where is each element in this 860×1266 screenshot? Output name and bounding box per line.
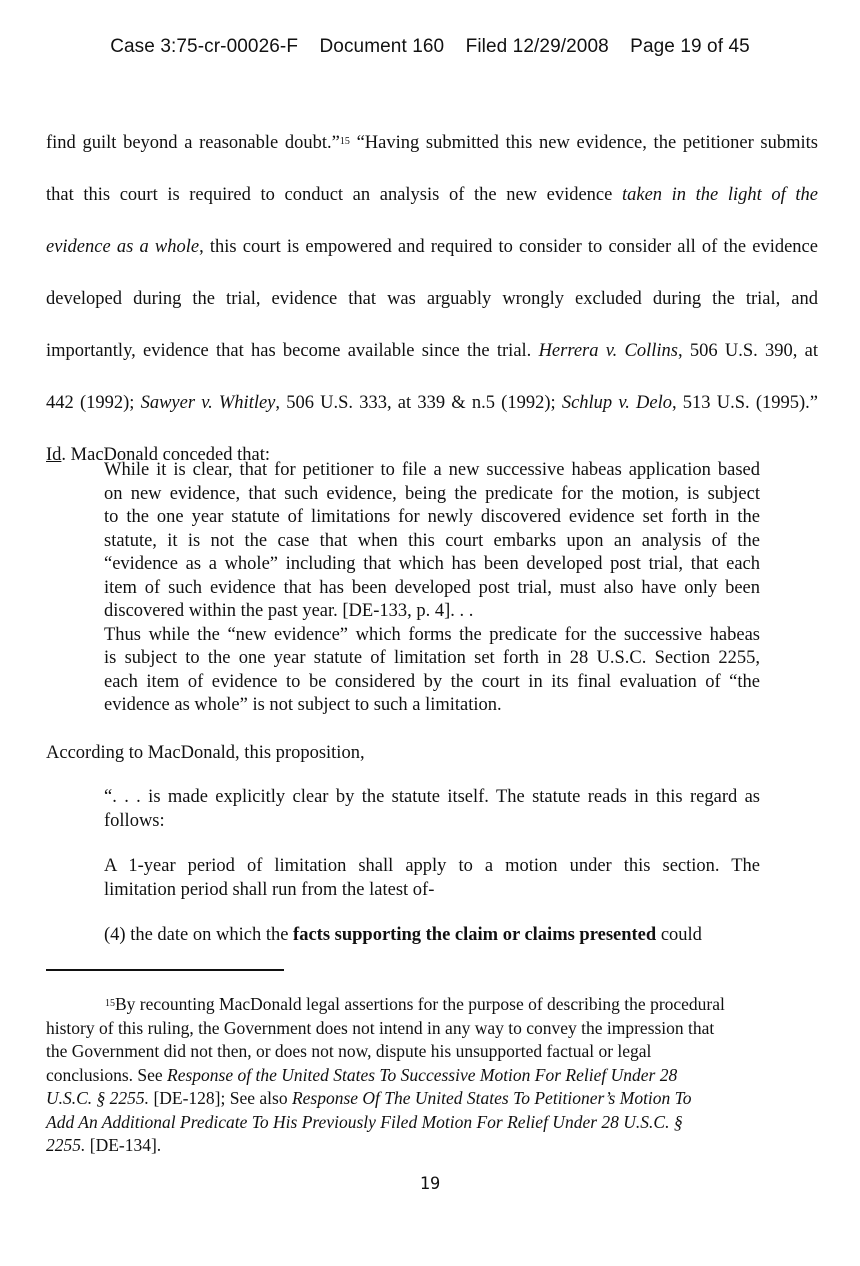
quote2-line: “. . . is made explicitly clear by the statute itself. The statute reads in this regard as — [104, 787, 760, 807]
page-indicator: Page 19 of 45 — [630, 36, 750, 57]
quote1-line: is subject to the one year statute of limitation set forth in 28 U.S.C. Section 2255, — [104, 648, 760, 668]
body-line-1: find guilt beyond a reasonable doubt.”$^{15}$ “Having submitted this new evidence, the petitioner submits — [46, 133, 818, 153]
footnote-line: 2255. [DE-134]. — [46, 1135, 162, 1155]
footnote-ref: 15 — [339, 136, 350, 147]
block-quote-1 — [104, 459, 760, 718]
quote1-line: to the one year statute of limitations for newly discovered evidence set forth in the — [104, 507, 760, 527]
document-number: Document 160 — [319, 36, 445, 57]
footnote-line: conclusions. See Response of the United States To Successive Motion For Relief Under 28 — [46, 1064, 678, 1085]
footnote-line: history of this ruling, the Government does not intend in any way to convey the impression that — [46, 1017, 715, 1038]
according-paragraph: According to MacDonald, this proposition, — [46, 743, 365, 763]
quote1-line: each item of evidence to be considered by the court in its final evaluation of “the — [104, 671, 760, 692]
statute-item-line: (4) the date on which the facts supporting the claim or claims presented could — [104, 925, 702, 945]
quote1-line: Thus while the “new evidence” which forms the predicate for the successive habeas — [104, 624, 760, 645]
case-header — [0, 36, 860, 58]
body-line-6: 442 (1992); Sawyer v. Whitley, 506 U.S. 333, at 339 & n.5 (1992); Schlup v. Delo, 513 U.S. (1995).” — [46, 393, 818, 413]
body-line-2: that this court is required to conduct an analysis of the new evidence taken in the light of the — [46, 185, 818, 205]
statute-item-4 — [104, 924, 760, 948]
footnote-separator — [46, 969, 284, 971]
body-line-4: developed during the trial, evidence that was arguably wrongly excluded during the trial, and — [46, 289, 818, 309]
filed-date: Filed 12/29/2008 — [465, 36, 609, 57]
statute-line: A 1-year period of limitation shall apply to a motion under this section. The — [104, 856, 760, 876]
body-line-7: Id. MacDonald conceded that: — [46, 445, 270, 465]
quote1-line: item of such evidence that has been developed post trial, must also have only been — [104, 577, 760, 598]
quote1-line: on new evidence, that such evidence, being the predicate for the motion, is subject — [104, 483, 760, 504]
quote1-line: discovered within the past year. [DE-133, p. 4]. . . — [104, 601, 474, 621]
footnote-number: 15 — [105, 998, 115, 1009]
footnote-line: U.S.C. § 2255. [DE-128]; See also Response Of The United States To Petitioner’s Motion To — [46, 1088, 692, 1108]
footnote-15 — [46, 993, 786, 1158]
quote1-line: statute, it is not the case that when this court embarks upon an analysis of the — [104, 530, 760, 551]
quote1-line: While it is clear, that for petitioner to file a new successive habeas application based — [104, 460, 760, 480]
case-number: Case 3:75-cr-00026-F — [110, 36, 299, 57]
quote1-line: “evidence as a whole” including that which has been developed post trial, that each — [104, 554, 760, 574]
body-line-5: importantly, evidence that has become available since the trial. Herrera v. Collins, 506 U.S. 390, at — [46, 341, 818, 361]
footnote-line: $^{15}$By recounting MacDonald legal assertions for the purpose of describing the procedural — [105, 994, 725, 1014]
body-line-3: evidence as a whole, this court is empowered and required to consider to consider all of the evidence — [46, 237, 818, 257]
block-quote-2 — [104, 786, 760, 833]
quote2-line: follows: — [104, 810, 165, 831]
statute-quote — [104, 855, 760, 902]
quote1-line: evidence as whole” is not subject to such a limitation. — [104, 695, 502, 715]
body-paragraph — [46, 117, 818, 481]
page-number: 19 — [419, 1174, 441, 1194]
footnote-line: Add An Additional Predicate To His Previously Filed Motion For Relief Under 28 U.S.C. § — [46, 1111, 683, 1132]
id-citation: Id — [46, 445, 62, 465]
statute-line: limitation period shall run from the latest of- — [104, 879, 435, 900]
footnote-line: the Government did not then, or does not now, dispute his unsupported factual or legal — [46, 1041, 652, 1061]
